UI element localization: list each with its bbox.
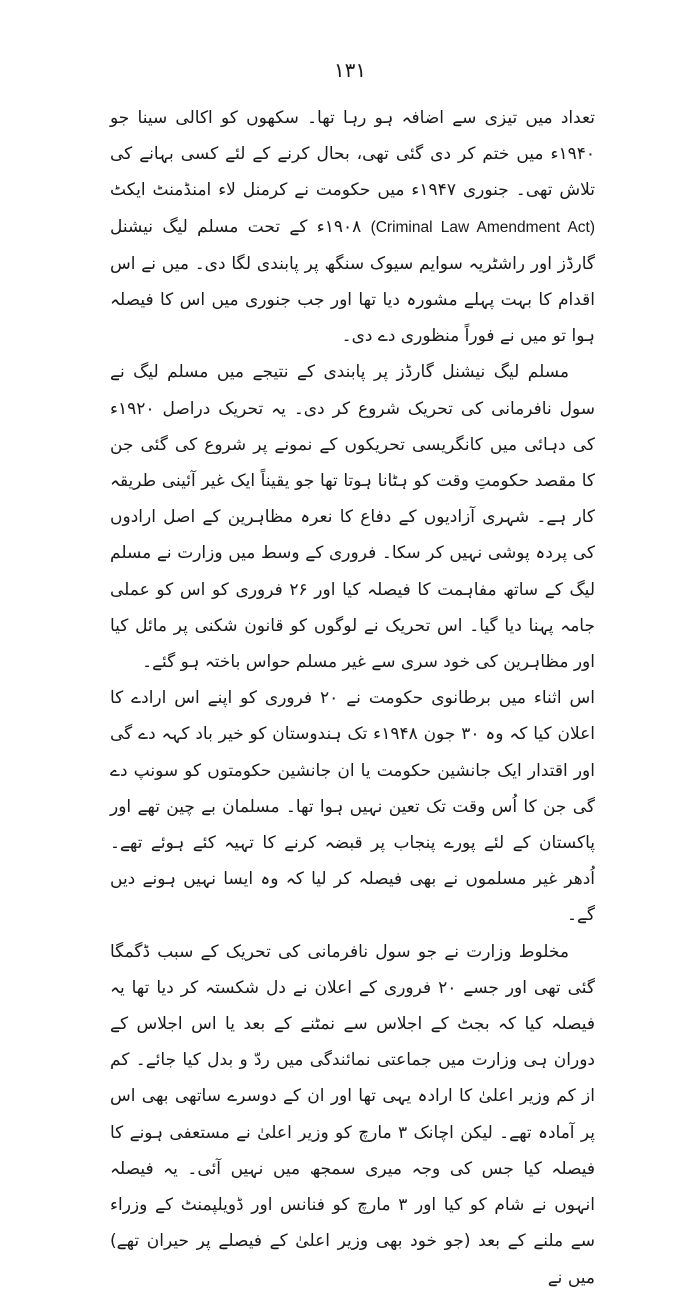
body-text — [110, 100, 595, 1296]
paragraph-2: مسلم لیگ نیشنل گارڈز پر پابندی کے نتیجے میں مسلم لیگ نے سول نافرمانی کی تحریک شروع کر دی۔ یہ تحریک دراصل ۱۹۲۰ء کی دہائی میں کانگریسی تحریکوں کے نمونے پر شروع کی گئی جن کا مقصد حکومتِ وقت کو ہٹانا ہوتا تھا جو یقیناً ایک غیر آئینی طریقہ کار ہے۔ شہری آزادیوں کے دفاع کا نعرہ مظاہرین کے اصل ارادوں کی پردہ پوشی نہیں کر سکا۔ فروری کے وسط میں وزارت نے مسلم لیگ کے ساتھ مفاہمت کا فیصلہ کیا اور ۲۶ فروری کو اس کو عملی جامہ پہنا دیا گیا۔ اس تحریک نے لوگوں کو قانون شکنی پر مائل کیا اور مظاہرین کی خود سری سے غیر مسلم حواس باختہ ہو گئے۔ — [110, 362, 595, 673]
paragraph-4: مخلوط وزارت نے جو سول نافرمانی کی تحریک کے سبب ڈگمگا گئی تھی اور جسے ۲۰ فروری کے اعلان نے دل شکستہ کر دیا تھا یہ فیصلہ کیا کہ بجٹ کے اجلاس سے نمٹنے کے بعد یا اس اجلاس کے دوران ہی وزارت میں جماعتی نمائندگی میں ردّ و بدل کیا جائے۔ کم از کم وزیر اعلیٰ کا ارادہ یہی تھا اور ان کے دوسرے ساتھی بھی اس پر آمادہ تھے۔ لیکن اچانک ۳ مارچ کو وزیر اعلیٰ نے مستعفی ہونے کا فیصلہ کیا جس کی وجہ میری سمجھ میں نہیں آئی۔ یہ فیصلہ انہوں نے شام کو کیا اور ۳ مارچ کو فنانس اور ڈویلپمنٹ کے وزراء سے ملنے کے بعد (جو خود بھی وزیر اعلیٰ کے فیصلے پر حیران تھے) میں نے — [110, 941, 595, 1288]
paragraph-1-text-a: تعداد میں تیزی سے اضافہ ہو رہا تھا۔ سکھوں کو اکالی سینا جو ۱۹۴۰ء میں ختم کر دی گئی تھی، بحال کرنے کے لئے کسی بہانے کی تلاش تھی۔ جنوری ۱۹۴۷ء میں حکومت نے کرمنل لاء امنڈمنٹ ایکٹ — [110, 108, 595, 201]
latin-act-name: (Criminal Law Amendment Act) — [370, 218, 596, 236]
paragraph-3: اس اثناء میں برطانوی حکومت نے ۲۰ فروری کو اپنے اس ارادے کا اعلان کیا کہ وہ ۳۰ جون ۱۹۴۸ء تک ہندوستان کو خیر باد کہہ دے گی اور اقتدار ایک جانشین حکومت یا ان جانشین حکومتوں کو سونپ دے گی جن کا اُس وقت تک تعین نہیں ہوا تھا۔ مسلمان بے چین تھے اور پاکستان کے لئے پورے پنجاب پر قبضہ کرنے کا تہیہ کئے ہوئے تھے۔ اُدھر غیر مسلموں نے بھی فیصلہ کر لیا کہ وہ ایسا نہیں ہونے دیں گے۔ — [110, 688, 595, 926]
paragraph-1-text-b: ۱۹۰۸ء کے تحت مسلم لیگ نیشنل گارڈز اور راشٹریہ سوایم سیوک سنگھ پر پابندی لگا دی۔ میں نے اس اقدام کا بہت پہلے مشورہ دیا تھا اور جب جنوری میں اس کا فیصلہ ہوا تو میں نے فوراً منظوری دے دی۔ — [110, 216, 595, 347]
page-number: ۱۳۱ — [333, 58, 367, 82]
paragraph-1 — [110, 100, 595, 354]
